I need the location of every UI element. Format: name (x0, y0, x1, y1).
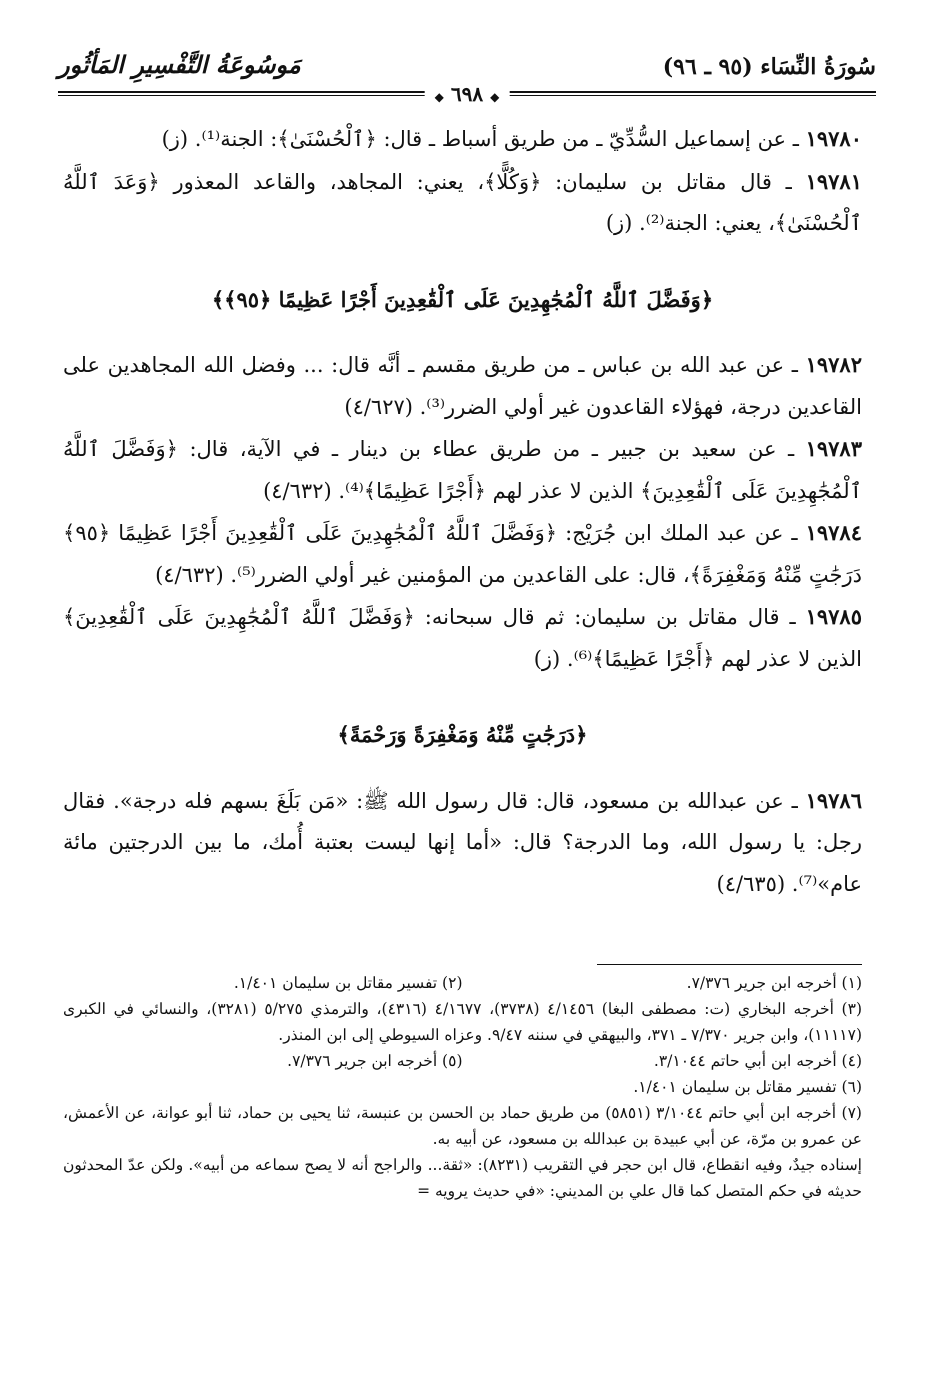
footnote-5: (٥) أخرجه ابن جرير ٧/٣٧٦. (287, 1052, 463, 1070)
book-title: مَوسُوعَةُ التَّفْسِيرِ المَأثُور (58, 50, 301, 79)
narration-text: ـ عن سعيد بن جبير ـ من طريق عطاء بن دينار ـ في الآية، قال: ﴿وَفَضَّلَ ٱللَّهُ ٱلْمُجَٰهِدِينَ عَلَى ٱلْقَٰعِدِينَ﴾ الذين لا عذر لهم ﴿أَجْرًا عَظِيمًا﴾⁽⁴⁾. (٤/٦٣٢) (63, 437, 862, 503)
main-text (63, 118, 862, 905)
footnote-2: (٢) تفسير مقاتل بن سليمان ١/٤٠١. (233, 974, 463, 992)
narration-number: ١٩٧٨٥ (805, 604, 862, 629)
footnote-7: (٧) أخرجه ابن أبي حاتم ٣/١٠٤٤ (٥٨٥١) من طريق حماد بن الحسن بن عنبسة، ثنا يحيى بن حماد، ثنا أبو عوانة، عن الأعمش، عن عمرو بن مرّة، عن أبي عبيدة بن عبدالله بن مسعود، عن أبيه به. (63, 1104, 862, 1148)
narration-text: ـ عن عبد الملك ابن جُرَيْج: ﴿وَفَضَّلَ ٱللَّهُ ٱلْمُجَٰهِدِينَ عَلَى ٱلْقَٰعِدِينَ أَجْرًا عَظِيمًا ﴿٩٥﴾ دَرَجَٰتٍ مِّنْهُ وَمَغْفِرَةً﴾، قال: على القاعدين من المؤمنين غير أولي الضرر⁽⁵⁾. (٤/٦٣٢) (63, 521, 862, 587)
footnote-7-continued: إسناده جيدٌ، وفيه انقطاع، قال ابن حجر في التقريب (٨٢٣١): «ثقة... والراجح أنه لا يصح سماعه من أبيه». ولكن عدّ المحدثون حديثه في حكم المتصل كما قال علي بن المديني: «في حديث يرويه = (63, 1156, 862, 1200)
footnote-6: (٦) تفسير مقاتل بن سليمان ١/٤٠١. (633, 1078, 862, 1096)
narration-19786 (63, 780, 862, 906)
surah-title: سُورَةُ النِّسَاء (٩٥ ـ ٩٦) (662, 54, 876, 80)
ornament-icon: ◆ (434, 90, 444, 104)
narration-19783 (63, 428, 862, 512)
narration-text: ـ عن عبد الله بن عباس ـ من طريق مقسم ـ أنَّه قال: ... وفضل الله المجاهدين على القاعدين درجة، فهؤلاء القاعدون غير أولي الضرر⁽³⁾. (٤/٦٢٧) (63, 353, 862, 419)
page-number-value: ٦٩٨ (450, 82, 484, 106)
narration-number: ١٩٧٨١ (805, 168, 862, 194)
narration-19784 (63, 512, 862, 596)
narration-19781 (63, 161, 862, 245)
footnote-1: (١) أخرجه ابن جرير ٧/٣٧٦. (686, 974, 862, 992)
narration-text: ـ عن إسماعيل السُّدِّيّ ـ من طريق أسباط ـ قال: ﴿ٱلْحُسْنَىٰ﴾: الجنة⁽¹⁾. (ز) (161, 127, 806, 151)
footnote-3: (٣) أخرجه البخاري (ت: مصطفى البغا) ٤/١٤٥٦ (٣٧٣٨)، ٤/١٦٧٧ (٤٣١٦)، والترمذي ٥/٢٧٥ (٣٢٨١)، والنسائي في الكبرى (١١١١٧)، وابن جرير ٧/٣٧٠ ـ ٣٧١، والبيهقي في سننه ٩/٤٧. وعزاه السيوطي إلى ابن المنذر. (63, 1000, 862, 1044)
page-header (58, 50, 876, 106)
narration-text: ـ قال مقاتل بن سليمان: ثم قال سبحانه: ﴿وَفَضَّلَ ٱللَّهُ ٱلْمُجَٰهِدِينَ عَلَى ٱلْقَٰعِدِينَ﴾ الذين لا عذر لهم ﴿أَجْرًا عَظِيمًا﴾⁽⁶⁾. (ز) (63, 605, 862, 671)
narration-19782 (63, 344, 862, 428)
ornament-icon: ◆ (490, 90, 500, 104)
narration-19780 (63, 118, 862, 161)
narration-text: ـ عن عبدالله بن مسعود، قال: قال رسول الله ﷺ: «مَن بَلَغَ بسهم فله درجة». فقال رجل: يا رسول الله، وما الدرجة؟ قال: «أما إنها ليست بعتبة أُمك، ما بين الدرجتين مائة عام»⁽⁷⁾. (٤/٦٣٥) (63, 788, 862, 896)
verse-heading-95: ﴿وَفَضَّلَ ٱللَّهُ ٱلْمُجَٰهِدِينَ عَلَى ٱلْقَٰعِدِينَ أَجْرًا عَظِيمًا ﴿٩٥﴾﴾ (211, 286, 714, 312)
verse-heading-96: ﴿دَرَجَٰتٍ مِّنْهُ وَمَغْفِرَةً وَرَحْمَةً﴾ (337, 722, 588, 747)
footnote-separator (597, 964, 862, 965)
narration-number: ١٩٧٨٣ (805, 436, 862, 461)
narration-number: ١٩٧٨٠ (805, 126, 862, 151)
narration-text: ـ قال مقاتل بن سليمان: ﴿وَكُلًّا﴾، يعني: المجاهد، والقاعد المعذور ﴿وَعَدَ ٱللَّهُ ٱلْحُسْنَىٰ﴾، يعني: الجنة⁽²⁾. (ز) (63, 169, 862, 235)
narration-number: ١٩٧٨٢ (805, 352, 862, 377)
header-rule (58, 82, 876, 104)
footnotes (63, 970, 862, 1204)
page-number (425, 82, 510, 106)
narration-19785 (63, 596, 862, 680)
narration-number: ١٩٧٨٤ (805, 520, 862, 545)
narration-number: ١٩٧٨٦ (805, 787, 862, 813)
footnote-4: (٤) أخرجه ابن أبي حاتم ٣/١٠٤٤. (653, 1052, 862, 1070)
